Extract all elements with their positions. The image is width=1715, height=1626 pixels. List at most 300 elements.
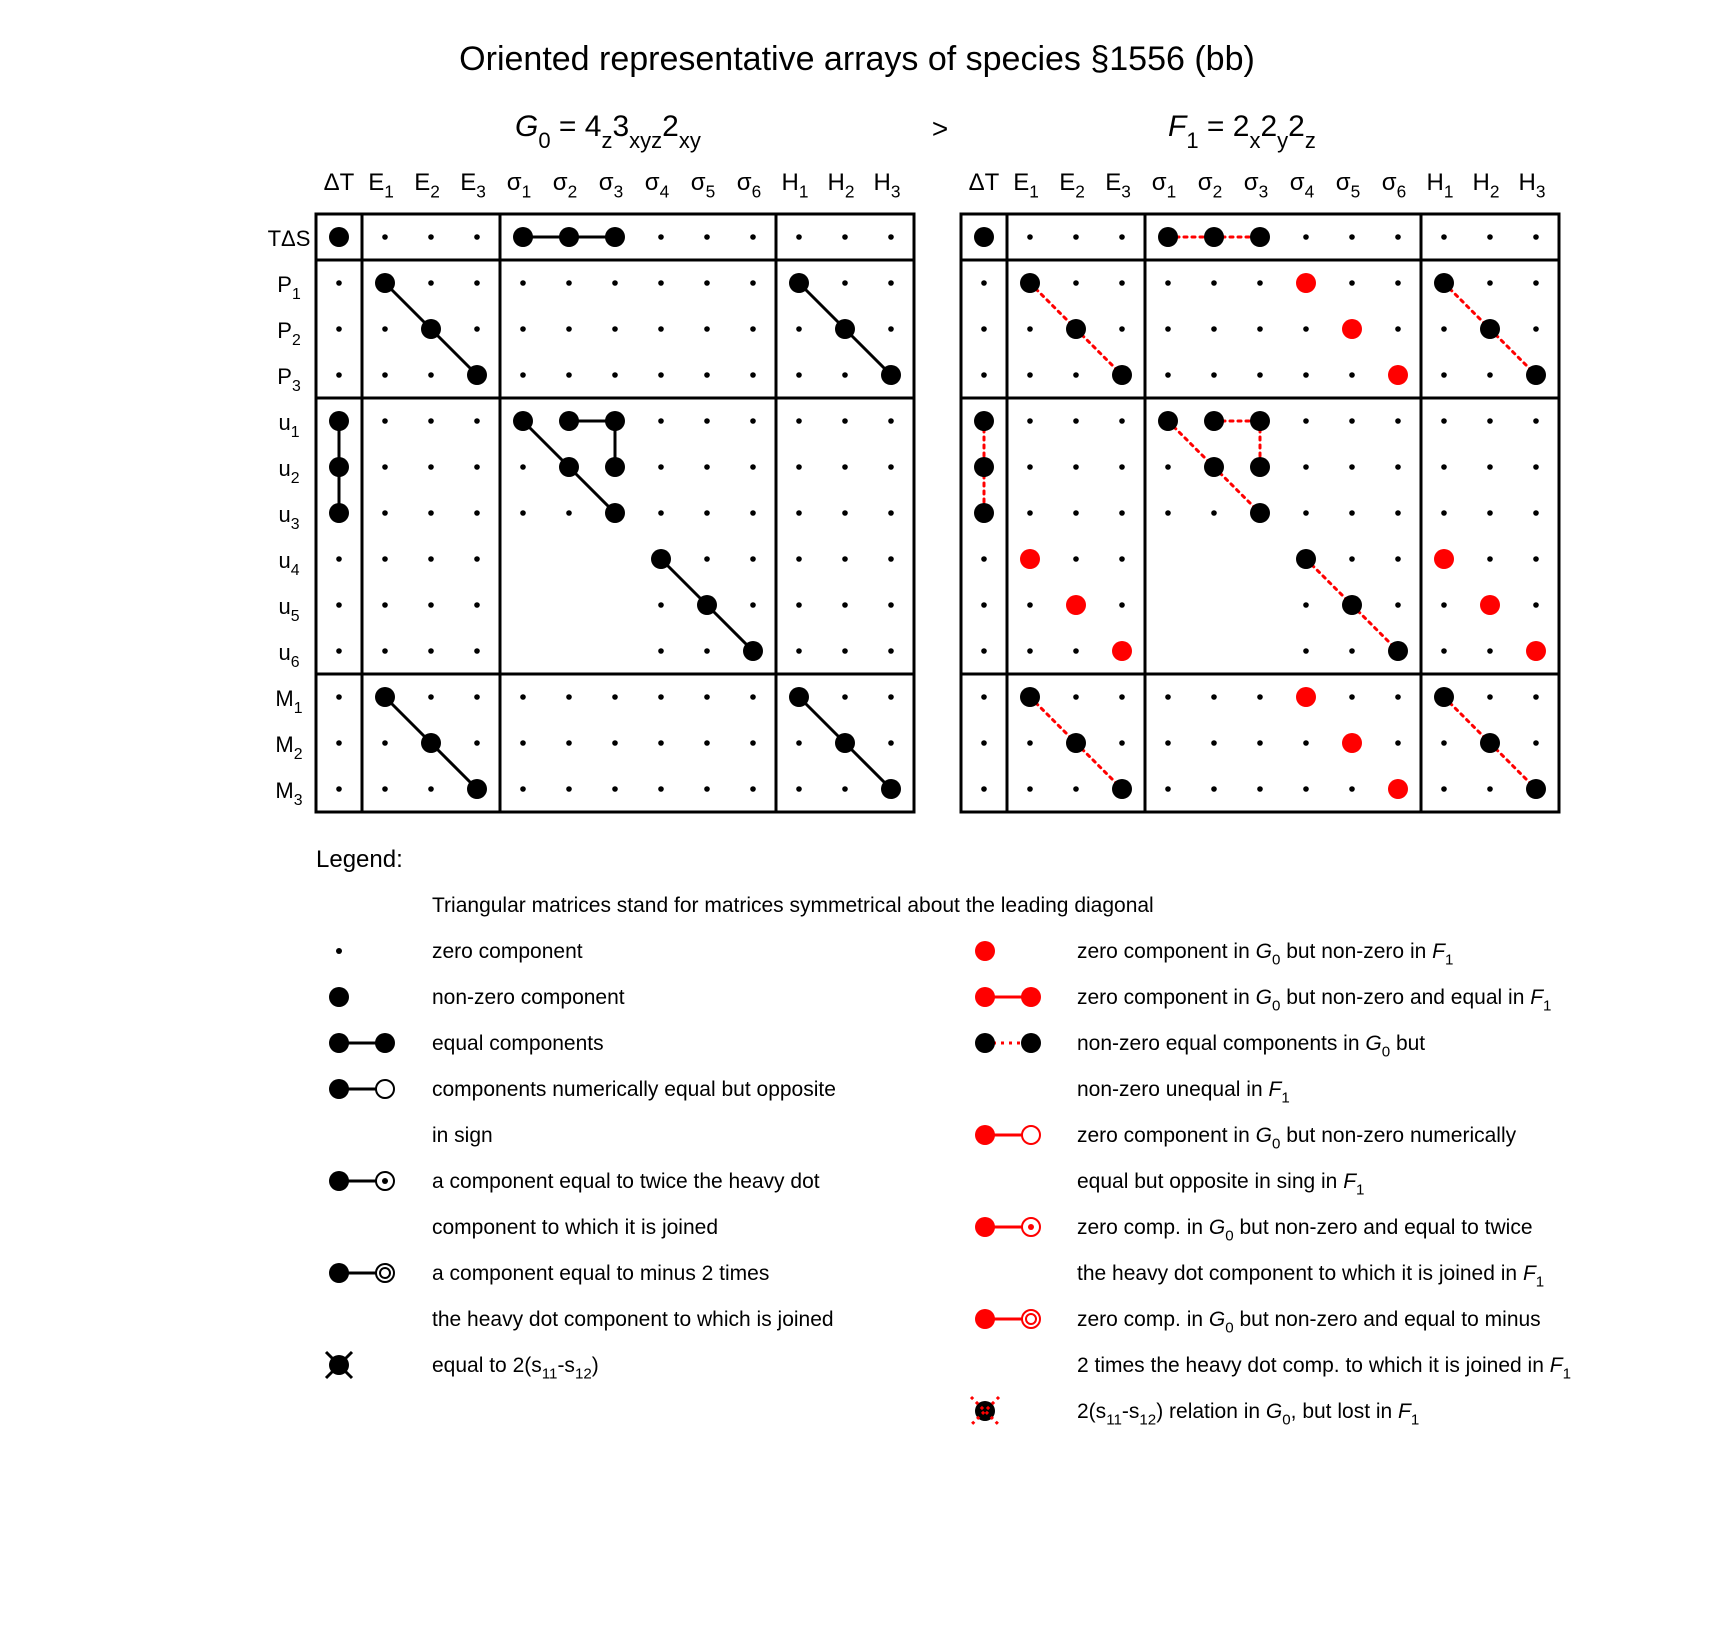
non-zero-component-dot <box>789 687 809 707</box>
zero-component-dot <box>750 556 756 562</box>
non-zero-component-dot <box>421 733 441 753</box>
zero-component-dot <box>336 280 342 286</box>
red-component-dot <box>1020 549 1040 569</box>
non-zero-component-dot <box>1526 779 1546 799</box>
zero-component-dot <box>1533 556 1539 562</box>
row-header-m2: $M_2$ <box>275 732 303 764</box>
non-zero-component-dot <box>1388 641 1408 661</box>
zero-component-dot <box>382 234 388 240</box>
col-header-e1: $E_1$ <box>368 169 394 202</box>
red-cross-dot-icon <box>971 1397 999 1425</box>
zero-component-dot <box>428 510 434 516</box>
zero-component-dot <box>474 280 480 286</box>
zero-component-dot <box>382 418 388 424</box>
row-header-m1: $M_1$ <box>275 686 303 718</box>
zero-component-dot <box>981 786 987 792</box>
legend-item-text: zero component in $G_0$ but non-zero and equal in $F_1$ <box>1077 986 1552 1015</box>
zero-component-dot <box>704 326 710 332</box>
non-zero-component-dot <box>1020 273 1040 293</box>
zero-component-dot <box>750 234 756 240</box>
non-zero-component-dot <box>559 411 579 431</box>
col-header-t: ΔT <box>323 169 355 196</box>
zero-component-dot <box>1441 602 1447 608</box>
zero-component-dot <box>842 786 848 792</box>
zero-component-dot <box>981 694 987 700</box>
zero-component-dot <box>566 326 572 332</box>
zero-component-dot <box>1027 740 1033 746</box>
zero-component-dot <box>1533 602 1539 608</box>
minus-twice-link-icon <box>329 1263 394 1283</box>
zero-component-dot <box>842 280 848 286</box>
zero-component-dot <box>1119 602 1125 608</box>
row-header-p2: $P_2$ <box>277 318 301 350</box>
zero-component-dot <box>382 372 388 378</box>
non-zero-component-dot <box>1480 319 1500 339</box>
non-zero-component-dot <box>559 457 579 477</box>
legend-item-text: the heavy dot component to which it is joined in $F_1$ <box>1077 1262 1545 1291</box>
zero-component-dot <box>1441 418 1447 424</box>
zero-component-dot <box>796 418 802 424</box>
zero-component-dot <box>842 648 848 654</box>
zero-component-dot <box>1027 372 1033 378</box>
zero-component-dot <box>842 602 848 608</box>
non-zero-component-dot <box>467 365 487 385</box>
zero-component-dot <box>658 510 664 516</box>
zero-component-dot <box>842 694 848 700</box>
zero-component-dot <box>1395 556 1401 562</box>
zero-component-dot <box>1395 694 1401 700</box>
zero-component-dot <box>520 740 526 746</box>
non-zero-component-dot <box>513 411 533 431</box>
zero-component-dot <box>888 280 894 286</box>
zero-component-dot <box>658 280 664 286</box>
red-component-dot <box>1480 595 1500 615</box>
zero-component-dot <box>428 418 434 424</box>
col-header-e3: $E_3$ <box>460 169 486 202</box>
zero-component-dot <box>842 234 848 240</box>
non-zero-component-dot <box>1158 411 1178 431</box>
zero-component-dot <box>1119 280 1125 286</box>
zero-component-dot <box>1395 602 1401 608</box>
col-header-6: $\sigma_6$ <box>736 169 762 202</box>
non-zero-component-dot <box>559 227 579 247</box>
non-zero-component-dot <box>974 503 994 523</box>
non-zero-component-dot <box>1250 411 1270 431</box>
col-header-h1: $H_1$ <box>781 169 809 202</box>
zero-component-dot <box>704 694 710 700</box>
zero-component-dot <box>842 464 848 470</box>
non-zero-component-dot <box>1158 227 1178 247</box>
zero-component-dot <box>981 740 987 746</box>
red-component-dot <box>1434 549 1454 569</box>
zero-component-dot <box>1487 694 1493 700</box>
non-zero-component-dot <box>375 687 395 707</box>
legend-item-text: non-zero unequal in $F_1$ <box>1077 1078 1290 1107</box>
zero-component-dot <box>888 464 894 470</box>
zero-component-dot <box>796 234 802 240</box>
zero-component-dot <box>750 372 756 378</box>
row-header-u3: $u_3$ <box>278 502 300 534</box>
zero-component-dot <box>336 372 342 378</box>
zero-component-dot <box>1257 326 1263 332</box>
zero-component-dot <box>796 510 802 516</box>
zero-component-dot <box>382 464 388 470</box>
zero-component-dot <box>981 556 987 562</box>
zero-component-dot <box>1349 372 1355 378</box>
legend-item-text: in sign <box>432 1124 493 1147</box>
zero-component-dot <box>336 602 342 608</box>
zero-component-dot <box>888 694 894 700</box>
zero-component-dot <box>658 786 664 792</box>
zero-component-dot <box>1533 326 1539 332</box>
non-zero-component-dot <box>605 457 625 477</box>
zero-component-dot <box>1349 786 1355 792</box>
zero-component-dot <box>1533 694 1539 700</box>
zero-component-dot <box>612 786 618 792</box>
zero-component-dot <box>612 372 618 378</box>
non-zero-component-dot <box>974 411 994 431</box>
zero-component-dot <box>704 280 710 286</box>
zero-component-dot <box>1257 694 1263 700</box>
col-header-e2: $E_2$ <box>1059 169 1085 202</box>
twice-link-icon <box>329 1171 394 1191</box>
zero-component-dot <box>1073 510 1079 516</box>
red-minus-twice-link-icon <box>975 1309 1040 1329</box>
zero-component-dot <box>1441 464 1447 470</box>
col-header-3: $\sigma_3$ <box>598 169 624 202</box>
zero-component-dot <box>474 648 480 654</box>
non-zero-component-dot <box>1434 687 1454 707</box>
legend-item-text: zero comp. in $G_0$ but non-zero and equal to minus <box>1077 1308 1541 1337</box>
zero-component-dot <box>1349 280 1355 286</box>
zero-component-dot <box>1073 786 1079 792</box>
zero-component-dot <box>1441 786 1447 792</box>
zero-component-dot <box>428 694 434 700</box>
non-zero-component-dot <box>1250 457 1270 477</box>
zero-component-dot <box>1165 786 1171 792</box>
non-zero-component-dot <box>1204 411 1224 431</box>
zero-component-dot <box>520 786 526 792</box>
zero-component-dot <box>658 694 664 700</box>
zero-component-dot <box>566 280 572 286</box>
zero-component-dot <box>1119 740 1125 746</box>
col-header-h3: $H_3$ <box>1518 169 1546 202</box>
zero-component-dot <box>1487 372 1493 378</box>
zero-component-dot <box>1441 740 1447 746</box>
non-zero-component-dot <box>1112 779 1132 799</box>
col-header-e1: $E_1$ <box>1013 169 1039 202</box>
legend-item-text: components numerically equal but opposite <box>432 1078 836 1101</box>
zero-component-dot <box>474 602 480 608</box>
zero-component-dot <box>474 694 480 700</box>
zero-component-dot <box>704 234 710 240</box>
non-zero-component-dot <box>1526 365 1546 385</box>
non-zero-component-dot <box>375 273 395 293</box>
zero-component-dot <box>1303 372 1309 378</box>
zero-component-dot <box>796 464 802 470</box>
legend-item-text: 2 times the heavy dot comp. to which it is joined in $F_1$ <box>1077 1354 1571 1383</box>
col-header-1: $\sigma_1$ <box>1151 169 1177 202</box>
non-zero-component-dot <box>605 411 625 431</box>
zero-component-dot <box>888 740 894 746</box>
zero-component-dot <box>796 556 802 562</box>
zero-component-dot <box>1395 280 1401 286</box>
zero-component-dot <box>1395 418 1401 424</box>
zero-component-dot <box>704 648 710 654</box>
zero-component-dot <box>1395 234 1401 240</box>
red-component-dot <box>1526 641 1546 661</box>
non-zero-component-dot <box>1434 273 1454 293</box>
col-header-h2: $H_2$ <box>1472 169 1500 202</box>
legend-item-text: zero component in $G_0$ but non-zero in $F_1$ <box>1077 940 1454 969</box>
right-group-heading: $F_1 = 2_x2_y2_z$ <box>1168 110 1316 153</box>
legend-item-text: equal components <box>432 1032 604 1055</box>
non-zero-component-dot <box>329 457 349 477</box>
zero-component-dot <box>1533 280 1539 286</box>
zero-component-dot <box>1119 418 1125 424</box>
non-zero-component-dot <box>974 457 994 477</box>
zero-component-dot <box>566 372 572 378</box>
zero-component-dot <box>1165 372 1171 378</box>
non-zero-component-dot <box>1112 365 1132 385</box>
col-header-2: $\sigma_2$ <box>1197 169 1223 202</box>
non-zero-component-dot <box>329 227 349 247</box>
non-zero-component-dot <box>651 549 671 569</box>
zero-component-dot <box>842 418 848 424</box>
zero-component-dot <box>888 418 894 424</box>
cross-dot-icon <box>326 1352 352 1378</box>
non-zero-component-dot <box>605 503 625 523</box>
left-matrix-g0 <box>268 169 914 812</box>
zero-component-dot <box>842 372 848 378</box>
zero-component-dot <box>704 786 710 792</box>
zero-component-dot <box>750 510 756 516</box>
zero-component-dot <box>474 740 480 746</box>
zero-component-dot <box>520 326 526 332</box>
col-header-3: $\sigma_3$ <box>1243 169 1269 202</box>
group-comparator: > <box>931 113 949 144</box>
zero-component-dot <box>1533 740 1539 746</box>
zero-component-dot <box>1257 280 1263 286</box>
zero-component-dot <box>1211 372 1217 378</box>
zero-component-dot <box>1303 602 1309 608</box>
zero-component-dot <box>658 372 664 378</box>
zero-component-dot <box>1027 786 1033 792</box>
zero-component-dot <box>750 786 756 792</box>
col-header-t: ΔT <box>968 169 1000 196</box>
zero-component-dot <box>1211 694 1217 700</box>
zero-component-dot <box>1211 326 1217 332</box>
legend-item-text: a component equal to minus 2 times <box>432 1262 770 1285</box>
red-component-dot <box>1388 779 1408 799</box>
zero-component-dot <box>1533 464 1539 470</box>
zero-component-dot <box>658 464 664 470</box>
zero-component-dot <box>382 786 388 792</box>
zero-component-dot <box>658 602 664 608</box>
zero-component-dot <box>428 372 434 378</box>
non-zero-component-dot <box>329 411 349 431</box>
zero-component-dot <box>566 694 572 700</box>
zero-component-dot <box>796 648 802 654</box>
zero-component-dot <box>1073 280 1079 286</box>
legend-item-text: component to which it is joined <box>432 1216 718 1239</box>
red-component-dot <box>1112 641 1132 661</box>
row-header-t-s: TΔS <box>267 226 311 251</box>
zero-component-dot <box>1303 326 1309 332</box>
zero-component-dot <box>1487 234 1493 240</box>
row-header-u1: $u_1$ <box>278 410 300 442</box>
red-equal-link-icon <box>975 987 1041 1007</box>
dotted-link-icon <box>975 1033 1041 1053</box>
red-component-dot <box>1296 687 1316 707</box>
zero-component-dot <box>428 648 434 654</box>
non-zero-component-dot <box>1342 595 1362 615</box>
legend-item-text: zero component in $G_0$ but non-zero numerically <box>1077 1124 1517 1153</box>
zero-component-dot <box>750 740 756 746</box>
zero-component-dot <box>382 510 388 516</box>
zero-component-dot <box>842 556 848 562</box>
zero-component-dot <box>428 786 434 792</box>
zero-component-dot <box>336 556 342 562</box>
zero-component-dot <box>1027 464 1033 470</box>
heavy-dot-icon <box>329 987 349 1007</box>
row-header-u2: $u_2$ <box>278 456 300 488</box>
non-zero-component-dot <box>421 319 441 339</box>
zero-component-dot <box>704 464 710 470</box>
zero-component-dot <box>1073 556 1079 562</box>
zero-component-dot <box>796 602 802 608</box>
legend-item-text: zero comp. in $G_0$ but non-zero and equal to twice <box>1077 1216 1533 1245</box>
non-zero-component-dot <box>1250 503 1270 523</box>
equal-link-icon <box>329 1033 395 1053</box>
zero-component-dot <box>1303 510 1309 516</box>
col-header-h2: $H_2$ <box>827 169 855 202</box>
zero-component-dot <box>1073 694 1079 700</box>
legend-item-text: non-zero equal components in $G_0$ but <box>1077 1032 1426 1061</box>
red-component-dot <box>1066 595 1086 615</box>
zero-component-dot <box>336 786 342 792</box>
non-zero-component-dot <box>974 227 994 247</box>
zero-component-dot <box>750 418 756 424</box>
zero-component-dot <box>1303 786 1309 792</box>
zero-component-dot <box>1211 740 1217 746</box>
zero-component-dot <box>796 326 802 332</box>
zero-component-dot <box>474 418 480 424</box>
red-opposite-link-icon <box>975 1125 1040 1145</box>
zero-component-dot <box>1395 740 1401 746</box>
non-zero-component-dot <box>467 779 487 799</box>
zero-component-dot <box>981 602 987 608</box>
zero-component-dot <box>1119 326 1125 332</box>
red-component-dot <box>1342 733 1362 753</box>
legend-item-text: zero component <box>432 940 583 963</box>
small-dot-icon <box>336 948 342 954</box>
zero-component-dot <box>796 786 802 792</box>
non-zero-component-dot <box>1250 227 1270 247</box>
zero-component-dot <box>428 464 434 470</box>
row-header-u4: $u_4$ <box>278 548 300 580</box>
zero-component-dot <box>1257 740 1263 746</box>
zero-component-dot <box>1211 280 1217 286</box>
right-matrix-f1 <box>961 169 1559 812</box>
zero-component-dot <box>842 510 848 516</box>
zero-component-dot <box>888 556 894 562</box>
zero-component-dot <box>1349 464 1355 470</box>
row-header-p3: $P_3$ <box>277 364 301 396</box>
zero-component-dot <box>1487 510 1493 516</box>
col-header-5: $\sigma_5$ <box>690 169 716 202</box>
col-header-5: $\sigma_5$ <box>1335 169 1361 202</box>
zero-component-dot <box>1395 464 1401 470</box>
zero-component-dot <box>704 510 710 516</box>
row-header-m3: $M_3$ <box>275 778 303 810</box>
zero-component-dot <box>474 510 480 516</box>
col-header-e2: $E_2$ <box>414 169 440 202</box>
opposite-link-icon <box>329 1079 394 1099</box>
col-header-2: $\sigma_2$ <box>552 169 578 202</box>
non-zero-component-dot <box>605 227 625 247</box>
legend-note: Triangular matrices stand for matrices symmetrical about the leading diagonal <box>432 894 1154 917</box>
zero-component-dot <box>704 372 710 378</box>
row-header-u6: $u_6$ <box>278 640 300 672</box>
zero-component-dot <box>1165 280 1171 286</box>
legend-item-text: equal but opposite in sing in $F_1$ <box>1077 1170 1365 1199</box>
zero-component-dot <box>796 740 802 746</box>
zero-component-dot <box>1027 326 1033 332</box>
red-component-dot <box>1296 273 1316 293</box>
zero-component-dot <box>1395 510 1401 516</box>
col-header-1: $\sigma_1$ <box>506 169 532 202</box>
non-zero-component-dot <box>1204 227 1224 247</box>
zero-component-dot <box>1073 464 1079 470</box>
zero-component-dot <box>1073 372 1079 378</box>
zero-component-dot <box>981 326 987 332</box>
red-component-dot <box>1388 365 1408 385</box>
zero-component-dot <box>1211 510 1217 516</box>
zero-component-dot <box>336 326 342 332</box>
zero-component-dot <box>1441 372 1447 378</box>
zero-component-dot <box>612 694 618 700</box>
non-zero-component-dot <box>1066 319 1086 339</box>
zero-component-dot <box>888 648 894 654</box>
zero-component-dot <box>981 372 987 378</box>
zero-component-dot <box>658 326 664 332</box>
zero-component-dot <box>566 786 572 792</box>
zero-component-dot <box>1027 602 1033 608</box>
zero-component-dot <box>428 602 434 608</box>
zero-component-dot <box>520 694 526 700</box>
zero-component-dot <box>428 234 434 240</box>
legend-item-text: non-zero component <box>432 986 625 1009</box>
zero-component-dot <box>888 510 894 516</box>
zero-component-dot <box>1533 234 1539 240</box>
zero-component-dot <box>1487 648 1493 654</box>
zero-component-dot <box>1441 234 1447 240</box>
non-zero-component-dot <box>1020 687 1040 707</box>
col-header-6: $\sigma_6$ <box>1381 169 1407 202</box>
legend-heading: Legend: <box>316 846 403 873</box>
red-dot-icon <box>975 941 995 961</box>
zero-component-dot <box>888 602 894 608</box>
zero-component-dot <box>1119 464 1125 470</box>
zero-component-dot <box>1487 556 1493 562</box>
zero-component-dot <box>1441 648 1447 654</box>
zero-component-dot <box>1073 234 1079 240</box>
zero-component-dot <box>382 740 388 746</box>
zero-component-dot <box>1119 234 1125 240</box>
non-zero-component-dot <box>513 227 533 247</box>
non-zero-component-dot <box>697 595 717 615</box>
